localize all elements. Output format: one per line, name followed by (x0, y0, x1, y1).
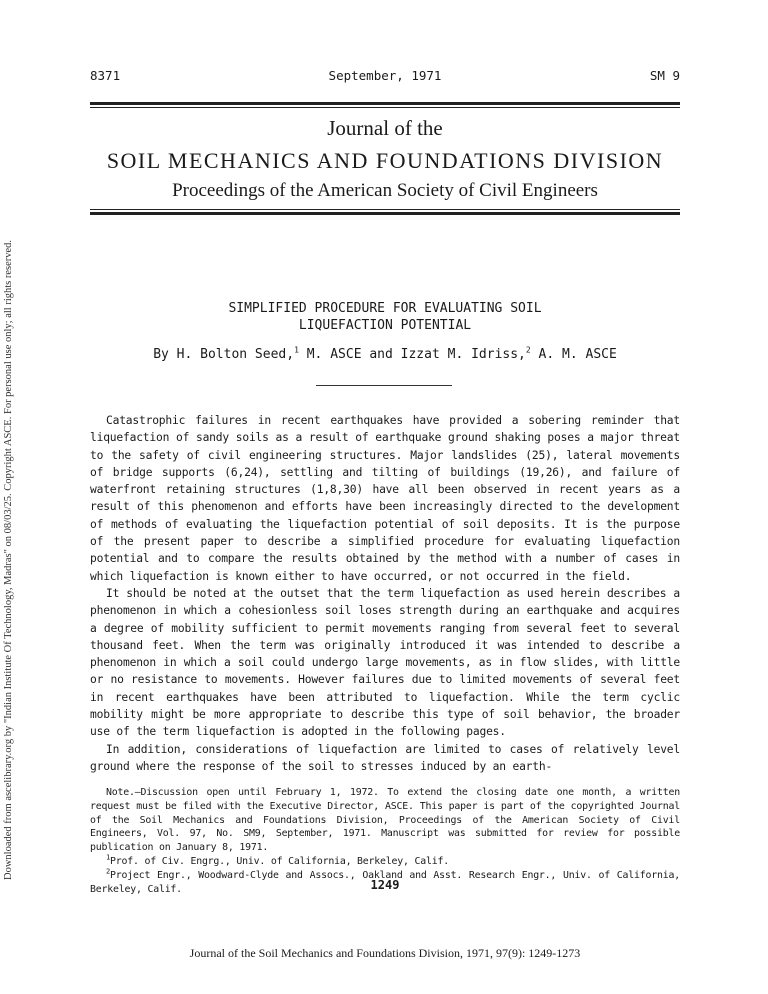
paper-number: 8371 (90, 68, 121, 83)
authors-prefix: By H. Bolton Seed, (153, 347, 295, 362)
title-separator (316, 385, 452, 386)
paper-title-line-2: LIQUEFACTION POTENTIAL (298, 318, 472, 333)
author2-grade: A. M. ASCE (530, 347, 617, 362)
paper-title (90, 300, 680, 334)
page-number: 1249 (370, 878, 400, 892)
author-line (90, 347, 680, 362)
body-paragraph-1: Catastrophic failures in recent earthquakes have provided a sobering reminder that liquefaction of sandy soils as a result of earthquake ground shaking poses a major threat to the safety of civil engineering structures. Major landslides (25), lateral movements of bridge supports (6,24), settling and tilting of buildings (19,26), and failure of waterfront retaining structures (1,8,30) have all been observed in recent years as a result of this phenomenon and efforts have been increasingly directed to the development of methods of evaluating the liquefaction potential of soil deposits. It is the purpose of the present paper to describe a simplified procedure for evaluating liquefaction potential and to compare the results obtained by the method with a number of cases in which liquefaction is known either to have occurred, or not occurred in the field. (90, 414, 680, 583)
footnote-1-mark: 1 (106, 853, 111, 862)
top-rule-thick (90, 102, 680, 105)
discussion-note: Note.—Discussion open until February 1, 1972. To extend the closing date one month, a written request must be filed with the Executive Director, ASCE. This paper is part of the copyrighted Journal of the Soil Mechanics and Foundations Division, Proceedings of the American Society of Civil Engineers, Vol. 97, No. SM9, September, 1971. Manuscript was submitted for review for possible publication on January 8, 1971. (90, 787, 680, 854)
issue-code: SM 9 (649, 68, 680, 83)
bottom-rule-thin (90, 209, 680, 210)
footnote-2-text: Project Engr., Woodward-Clyde and Assocs., Oakland and Asst. Research Engr., Univ. of California, Berkeley, Calif. (90, 869, 680, 895)
citation-footer: Journal of the Soil Mechanics and Foundations Division, 1971, 97(9): 1249-1273 (189, 946, 581, 960)
top-rule-thin (90, 107, 680, 108)
footnote-2-mark: 2 (106, 867, 111, 876)
footnote-1 (90, 855, 680, 869)
author1-grade: M. ASCE and Izzat M. Idriss, (298, 347, 526, 362)
journal-line-1: Journal of the (327, 116, 443, 140)
download-notice-text: Downloaded from ascelibrary.org by "Indian Institute Of Technology, Madras" on 08/03/25. Copyright ASCE. For personal use only; all rights reserved. (3, 239, 14, 880)
download-notice (3, 100, 17, 980)
journal-division: SOIL MECHANICS AND FOUNDATIONS DIVISION (106, 148, 664, 173)
author2-footnote-mark: 2 (525, 345, 531, 355)
issue-date: September, 1971 (328, 68, 442, 83)
paper-title-line-1: SIMPLIFIED PROCEDURE FOR EVALUATING SOIL (228, 301, 542, 316)
footnote-1-text: Prof. of Civ. Engrg., Univ. of California, Berkeley, Calif. (110, 855, 449, 867)
body-paragraph-3: In addition, considerations of liquefaction are limited to cases of relatively level ground where the response of the soil to stresses induced by an earth- (90, 742, 680, 773)
body-paragraph-2: It should be noted at the outset that the term liquefaction as used herein describes a phenomenon in which a cohesionless soil loses strength during an earthquake and acquires a degree of mobility sufficient to permit movements ranging from several feet to several thousand feet. When the term was originally introduced it was intended to describe a phenomenon in which a soil could undergo large movements, as in flow slides, with little or no resistance to movements. However failures due to limited movements of several feet in recent earthquakes have been attributed to liquefaction. While the term cyclic mobility might be more appropriate to describe this type of soil behavior, the broader use of the term liquefaction is adopted in the following pages. (90, 586, 680, 739)
journal-proceedings: Proceedings of the American Society of Civil Engineers (172, 180, 598, 201)
bottom-rule-thick (90, 212, 680, 215)
article-body (90, 412, 680, 775)
author1-footnote-mark: 1 (294, 345, 299, 355)
